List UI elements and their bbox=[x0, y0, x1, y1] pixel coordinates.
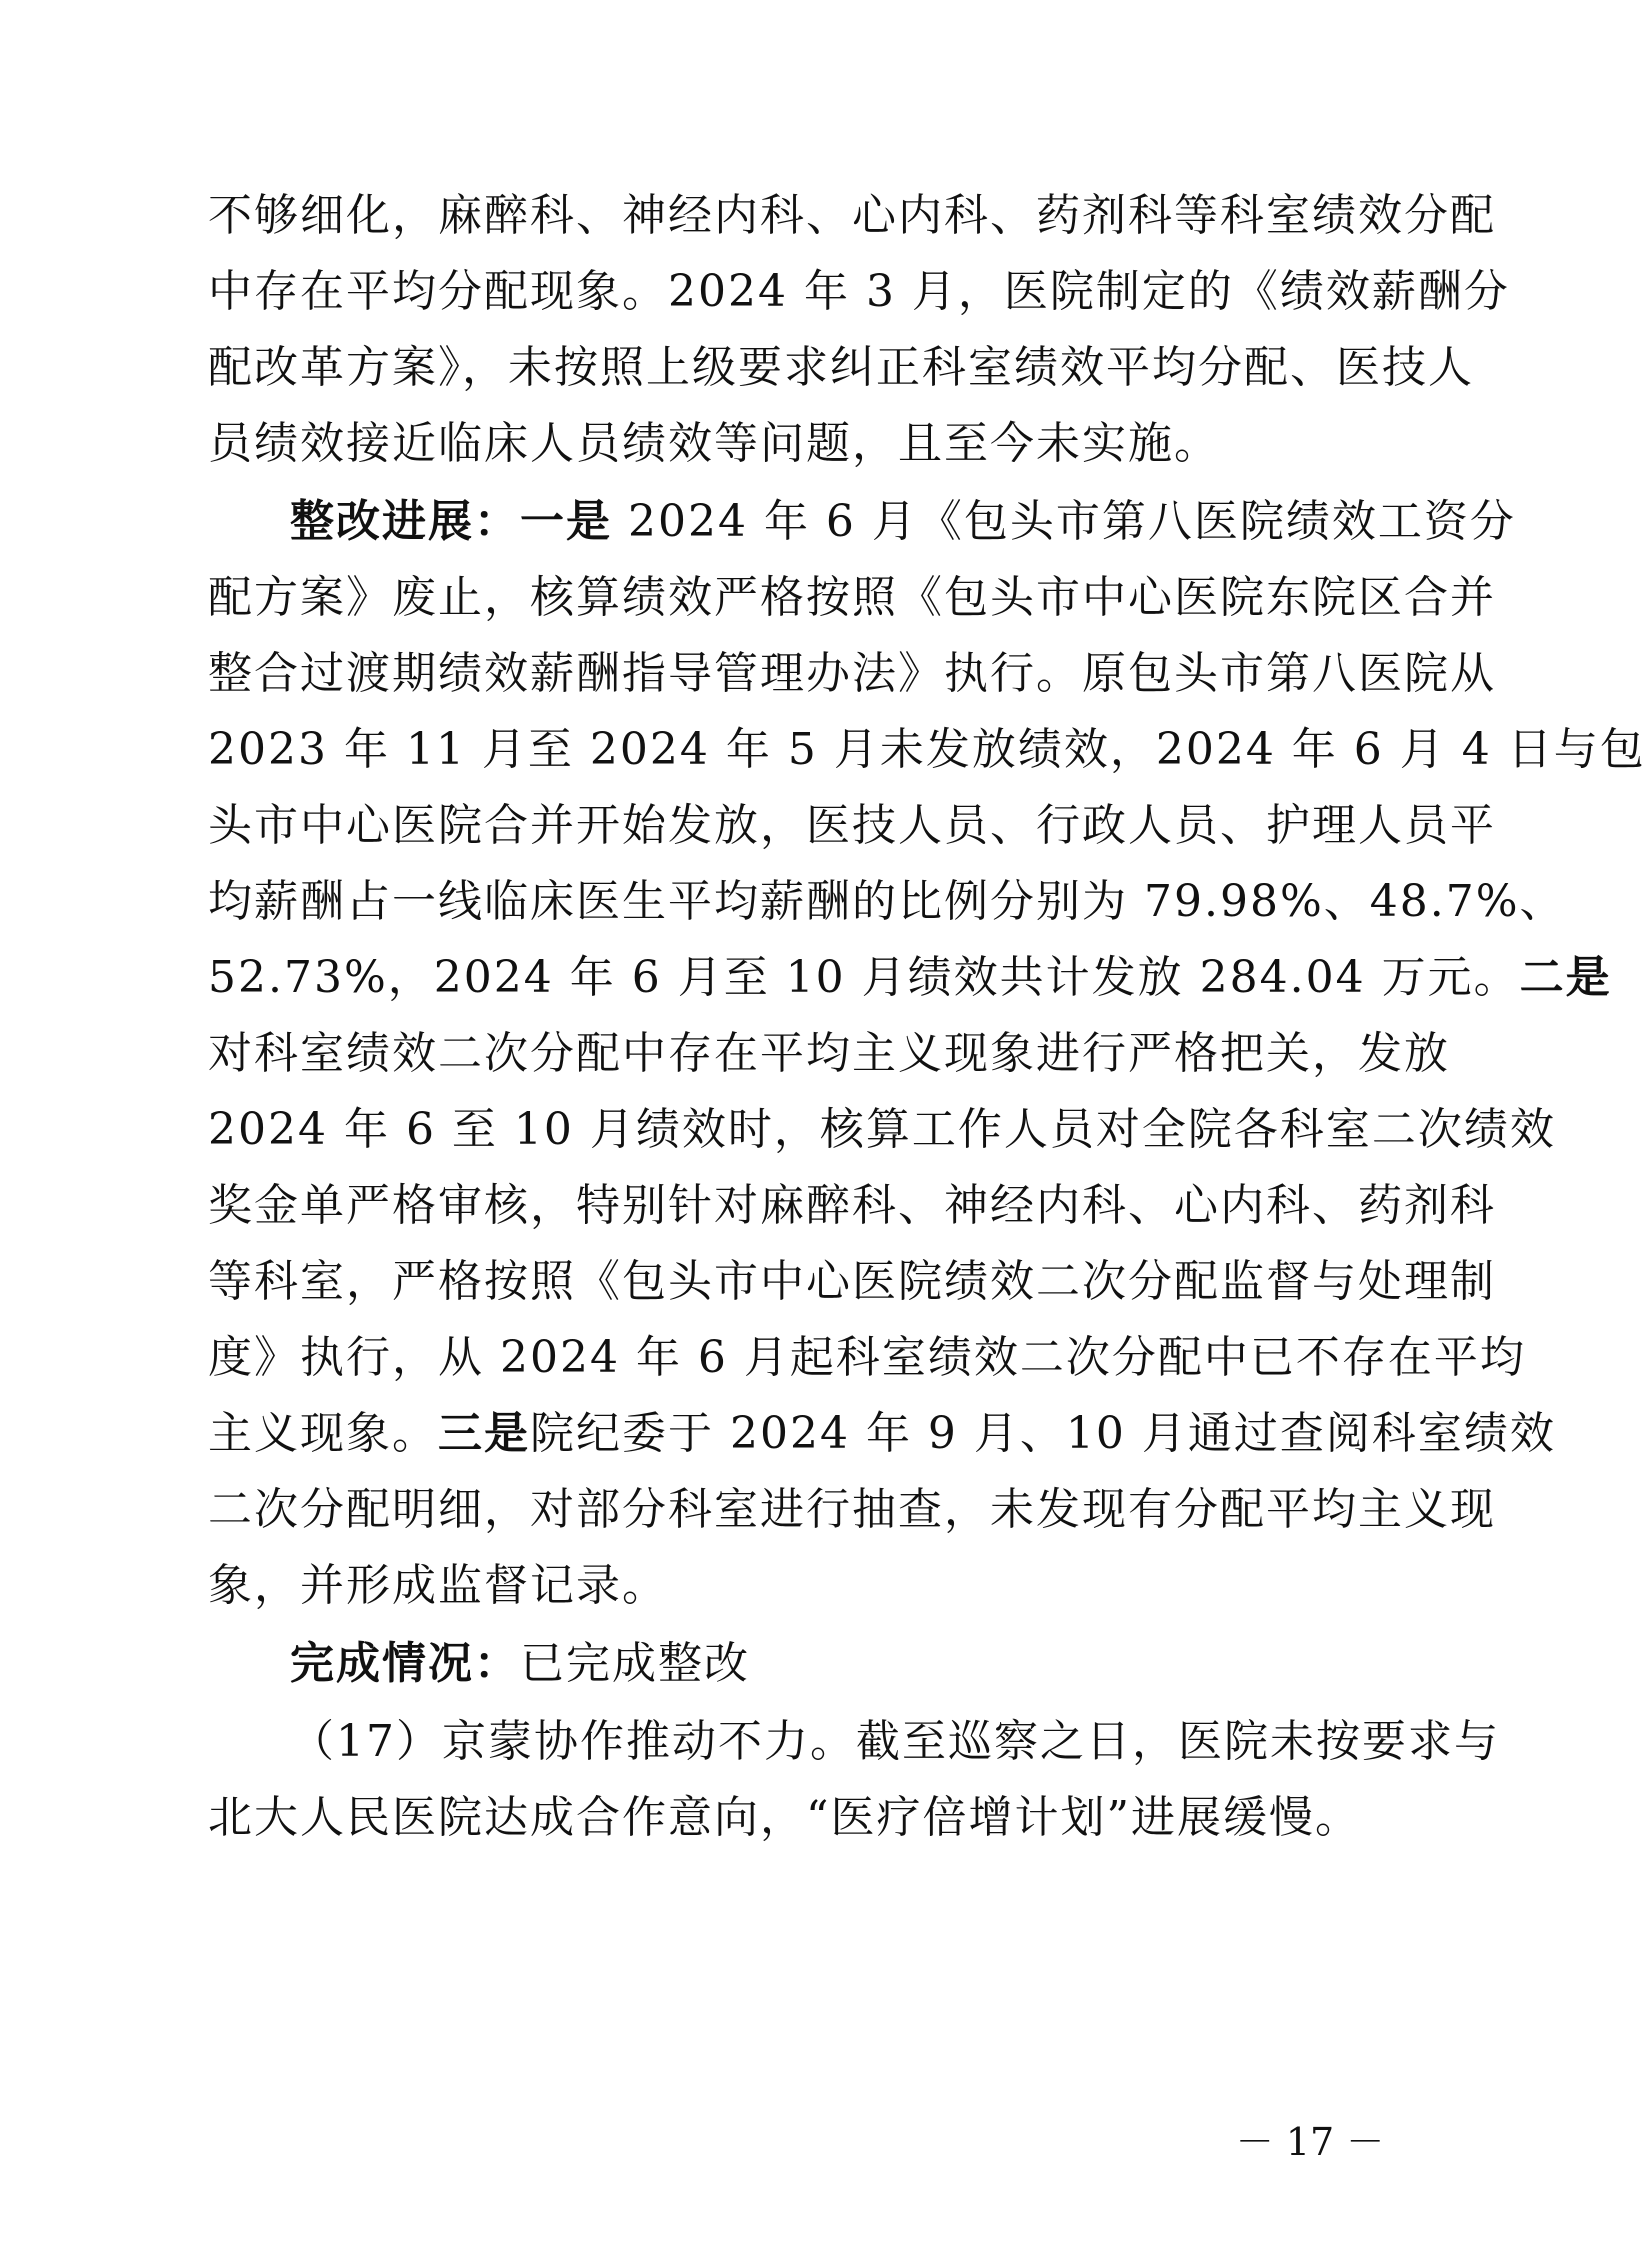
progress-line-third-marker bbox=[208, 1398, 1556, 1470]
third-marker: 三是 bbox=[438, 1408, 530, 1459]
progress-line: 对科室绩效二次分配中存在平均主义现象进行严格把关，发放 bbox=[208, 1028, 1450, 1079]
second-marker: 二是 bbox=[1519, 952, 1612, 1003]
progress-line: 2024 年 6 至 10 月绩效时，核算工作人员对全院各科室二次绩效 bbox=[208, 1104, 1556, 1155]
progress-line-text: 院纪委于 2024 年 9 月、10 月通过查阅科室绩效 bbox=[530, 1408, 1556, 1459]
progress-line: 二次分配明细，对部分科室进行抽查，未发现有分配平均主义现 bbox=[208, 1484, 1496, 1535]
completion-status bbox=[290, 1628, 1388, 1700]
progress-line: 等科室，严格按照《包头市中心医院绩效二次分配监督与处理制 bbox=[208, 1256, 1496, 1307]
progress-line-second-marker bbox=[208, 942, 1612, 1014]
paragraph-line: 配改革方案》，未按照上级要求纠正科室绩效平均分配、医技人 bbox=[208, 342, 1474, 393]
item-17-line: （17）京蒙协作推动不力。截至巡察之日，医院未按要求与 bbox=[290, 1716, 1500, 1767]
first-marker: 一是 bbox=[520, 496, 612, 547]
page-number: － 17 － bbox=[1235, 2120, 1385, 2164]
progress-line: 整合过渡期绩效薪酬指导管理办法》执行。原包头市第八医院从 bbox=[208, 648, 1496, 699]
progress-line: 奖金单严格审核，特别针对麻醉科、神经内科、心内科、药剂科 bbox=[208, 1180, 1496, 1231]
progress-line: 象，并形成监督记录。 bbox=[208, 1560, 668, 1611]
completion-value: 已完成整改 bbox=[520, 1638, 750, 1689]
paragraph-line: 员绩效接近临床人员绩效等问题，且至今未实施。 bbox=[208, 418, 1220, 469]
item-17-line: 北大人民医院达成合作意向，“医疗倍增计划”进展缓慢。 bbox=[208, 1792, 1361, 1843]
progress-line: 度》执行，从 2024 年 6 月起科室绩效二次分配中已不存在平均 bbox=[208, 1332, 1526, 1383]
paragraph-line: 中存在平均分配现象。2024 年 3 月，医院制定的《绩效薪酬分 bbox=[208, 266, 1510, 317]
completion-label: 完成情况： bbox=[290, 1638, 520, 1689]
progress-line-text: 2024 年 6 月《包头市第八医院绩效工资分 bbox=[612, 496, 1516, 547]
progress-line: 头市中心医院合并开始发放，医技人员、行政人员、护理人员平 bbox=[208, 800, 1496, 851]
progress-line-text: 52.73%，2024 年 6 月至 10 月绩效共计发放 284.04 万元。 bbox=[208, 952, 1520, 1003]
progress-label: 整改进展： bbox=[290, 496, 520, 547]
progress-line: 均薪酬占一线临床医生平均薪酬的比例分别为 79.98%、48.7%、 bbox=[208, 876, 1566, 927]
progress-line-text: 主义现象。 bbox=[208, 1408, 438, 1459]
progress-first-line bbox=[290, 486, 1516, 558]
progress-line: 配方案》废止，核算绩效严格按照《包头市中心医院东院区合并 bbox=[208, 572, 1496, 623]
paragraph-line: 不够细化，麻醉科、神经内科、心内科、药剂科等科室绩效分配 bbox=[208, 190, 1496, 241]
progress-line: 2023 年 11 月至 2024 年 5 月未发放绩效，2024 年 6 月 4 日与包 bbox=[208, 724, 1646, 775]
